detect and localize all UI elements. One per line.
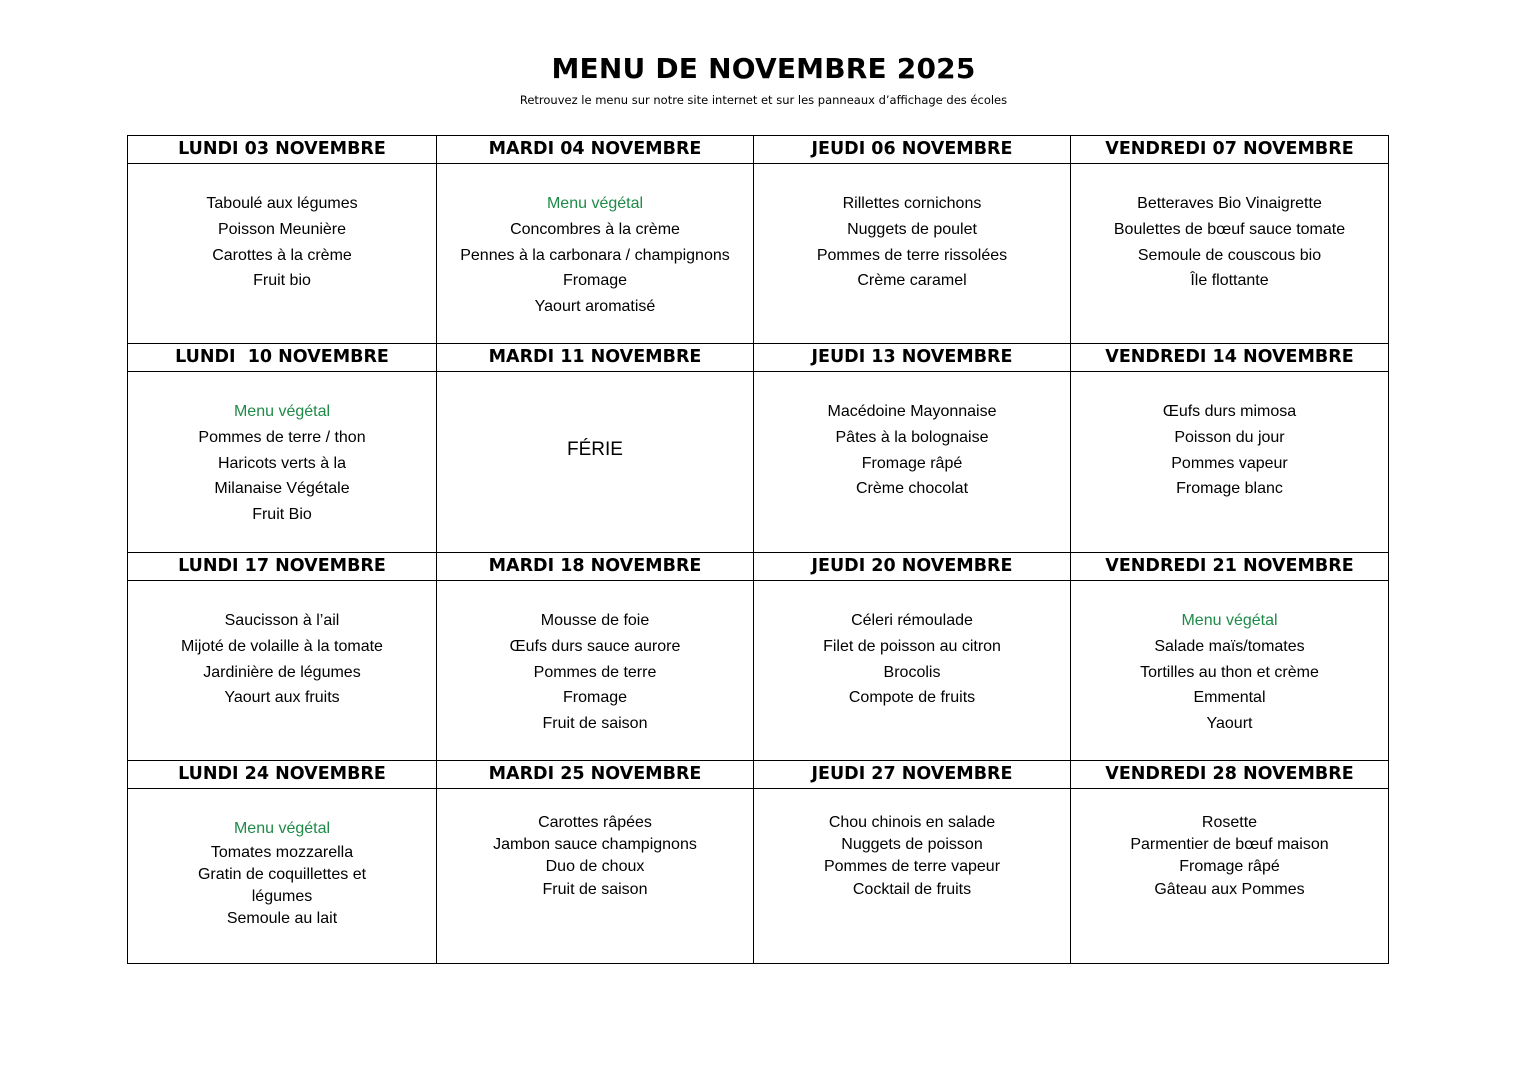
day-header: JEUDI 20 NOVEMBRE [754,553,1071,581]
vegetal-menu-label: Menu végétal [233,820,331,837]
dish: Carottes râpées [538,814,652,831]
dish: Fromage [562,689,628,707]
dish: Jambon sauce champignons [493,836,697,854]
day-header: JEUDI 06 NOVEMBRE [754,136,1071,164]
week-3-menu-row [128,581,1389,761]
dish: Carottes à la crème [212,246,352,264]
week-2-header-row [128,344,1389,372]
day-menu-cell [754,789,1071,964]
menu-items [754,581,1070,711]
dish: Tortilles au thon et crème [1140,663,1319,681]
day-menu-cell [128,581,437,761]
day-menu-cell [437,164,754,344]
day-menu-cell [754,372,1071,553]
menu-items [754,789,1070,901]
day-menu-cell [1071,372,1389,553]
dish: Taboulé aux légumes [206,195,358,212]
dish: Rosette [1201,814,1258,831]
day-header: LUNDI 24 NOVEMBRE [128,761,437,789]
dish: Salade maïs/tomates [1154,637,1305,655]
dish: Île flottante [1190,272,1269,290]
week-1-header-row [128,136,1389,164]
menu-items [128,164,436,294]
day-menu-cell [754,164,1071,344]
dish: Haricots verts à la [217,454,347,472]
dish: Yaourt aromatisé [534,298,656,316]
dish: Duo de choux [545,858,645,876]
day-menu-cell [128,372,437,553]
week-4-menu-row [128,789,1389,964]
dish: Fromage [562,272,628,290]
dish: Fromage blanc [1176,480,1283,498]
menu-items [437,789,753,901]
dish: Poisson Meunière [217,220,347,238]
dish: Rillettes cornichons [842,195,982,212]
dish: Macédoine Mayonnaise [827,403,997,420]
day-header: JEUDI 27 NOVEMBRE [754,761,1071,789]
dish: Concombres à la crème [510,220,680,238]
day-header: VENDREDI 21 NOVEMBRE [1071,553,1389,581]
dish: Fruit Bio [252,506,312,524]
week-4-header-row [128,761,1389,789]
dish: Semoule de couscous bio [1137,246,1322,264]
dish: Fromage râpé [861,454,963,472]
dish: Crème chocolat [855,480,969,498]
dish: Mijoté de volaille à la tomate [181,637,383,655]
dish: Betteraves Bio Vinaigrette [1137,195,1322,212]
dish: Compote de fruits [848,689,976,707]
menu-items [128,372,436,528]
day-header: JEUDI 13 NOVEMBRE [754,344,1071,372]
day-header: VENDREDI 28 NOVEMBRE [1071,761,1389,789]
dish: Pommes de terre vapeur [823,858,1001,876]
dish: Filet de poisson au citron [823,637,1001,655]
dish: Œufs durs mimosa [1162,403,1297,420]
menu-items [1071,789,1388,901]
dish: Gâteau aux Pommes [1154,880,1305,898]
dish: Yaourt aux fruits [224,689,340,707]
dish: Fruit bio [253,272,311,290]
menu-items [128,789,436,931]
day-header: MARDI 11 NOVEMBRE [437,344,754,372]
vegetal-menu-label: Menu végétal [1181,612,1278,629]
day-menu-cell [1071,789,1389,964]
day-menu-cell [1071,581,1389,761]
day-header: VENDREDI 07 NOVEMBRE [1071,136,1389,164]
dish: Pommes de terre [533,663,657,681]
menu-table [127,135,1389,964]
dish: Œufs durs sauce aurore [509,637,681,655]
dish: Mousse de foie [540,612,650,629]
day-header: LUNDI 03 NOVEMBRE [128,136,437,164]
day-menu-cell [437,789,754,964]
week-3-header-row [128,553,1389,581]
day-menu-cell [1071,164,1389,344]
dish: Fruit de saison [542,715,648,733]
day-header: MARDI 04 NOVEMBRE [437,136,754,164]
dish: Nuggets de poulet [847,220,977,238]
page-subtitle: Retrouvez le menu sur notre site internet et sur les panneaux d’affichage des écoles [519,93,1008,107]
dish: Brocolis [883,663,941,681]
dish: Cocktail de fruits [852,880,972,898]
dish: Pommes de terre / thon [198,428,366,446]
dish: Fromage râpé [1179,858,1280,876]
holiday-label: FÉRIE [567,439,623,460]
dish: Jardinière de légumes [203,663,361,681]
day-menu-cell [128,789,437,964]
menu-items [754,372,1070,502]
vegetal-menu-label: Menu végétal [546,195,644,212]
day-header: MARDI 18 NOVEMBRE [437,553,754,581]
dish: Yaourt [1206,715,1253,733]
menu-items [1071,372,1388,502]
vegetal-menu-label: Menu végétal [233,403,331,420]
dish: Emmental [1193,689,1266,707]
week-2-menu-row [128,372,1389,553]
menu-items [437,164,753,320]
dish: Parmentier de bœuf maison [1130,836,1329,854]
day-menu-cell [437,581,754,761]
menu-items [754,164,1070,294]
dish: Crème caramel [857,272,967,290]
menu-items [437,581,753,737]
dish: Chou chinois en salade [828,814,996,831]
dish: Pommes de terre rissolées [816,246,1008,264]
dish: Pommes vapeur [1171,454,1288,472]
week-1-menu-row [128,164,1389,344]
day-menu-cell [437,372,754,553]
dish: Saucisson à l’ail [224,612,340,629]
dish: Poisson du jour [1174,428,1285,446]
dish: Fruit de saison [542,880,648,898]
dish: Semoule au lait [226,910,338,928]
day-header: VENDREDI 14 NOVEMBRE [1071,344,1389,372]
dish: Boulettes de bœuf sauce tomate [1113,220,1346,238]
dish: Céleri rémoulade [851,612,973,629]
day-menu-cell [128,164,437,344]
dish: Pennes à la carbonara / champignons [460,246,730,264]
day-menu-cell [754,581,1071,761]
day-header: LUNDI 17 NOVEMBRE [128,553,437,581]
day-header: MARDI 25 NOVEMBRE [437,761,754,789]
menu-items [1071,581,1388,737]
dish: Pâtes à la bolognaise [835,428,989,446]
dish: Milanaise Végétale [214,480,350,498]
dish: Gratin de coquillettes et légumes [197,866,367,906]
menu-items [128,581,436,711]
page-title: MENU DE NOVEMBRE 2025 [551,52,976,85]
day-header: LUNDI 10 NOVEMBRE [128,344,437,372]
menu-items [1071,164,1388,294]
dish: Nuggets de poisson [841,836,983,854]
dish: Tomates mozzarella [210,843,354,861]
